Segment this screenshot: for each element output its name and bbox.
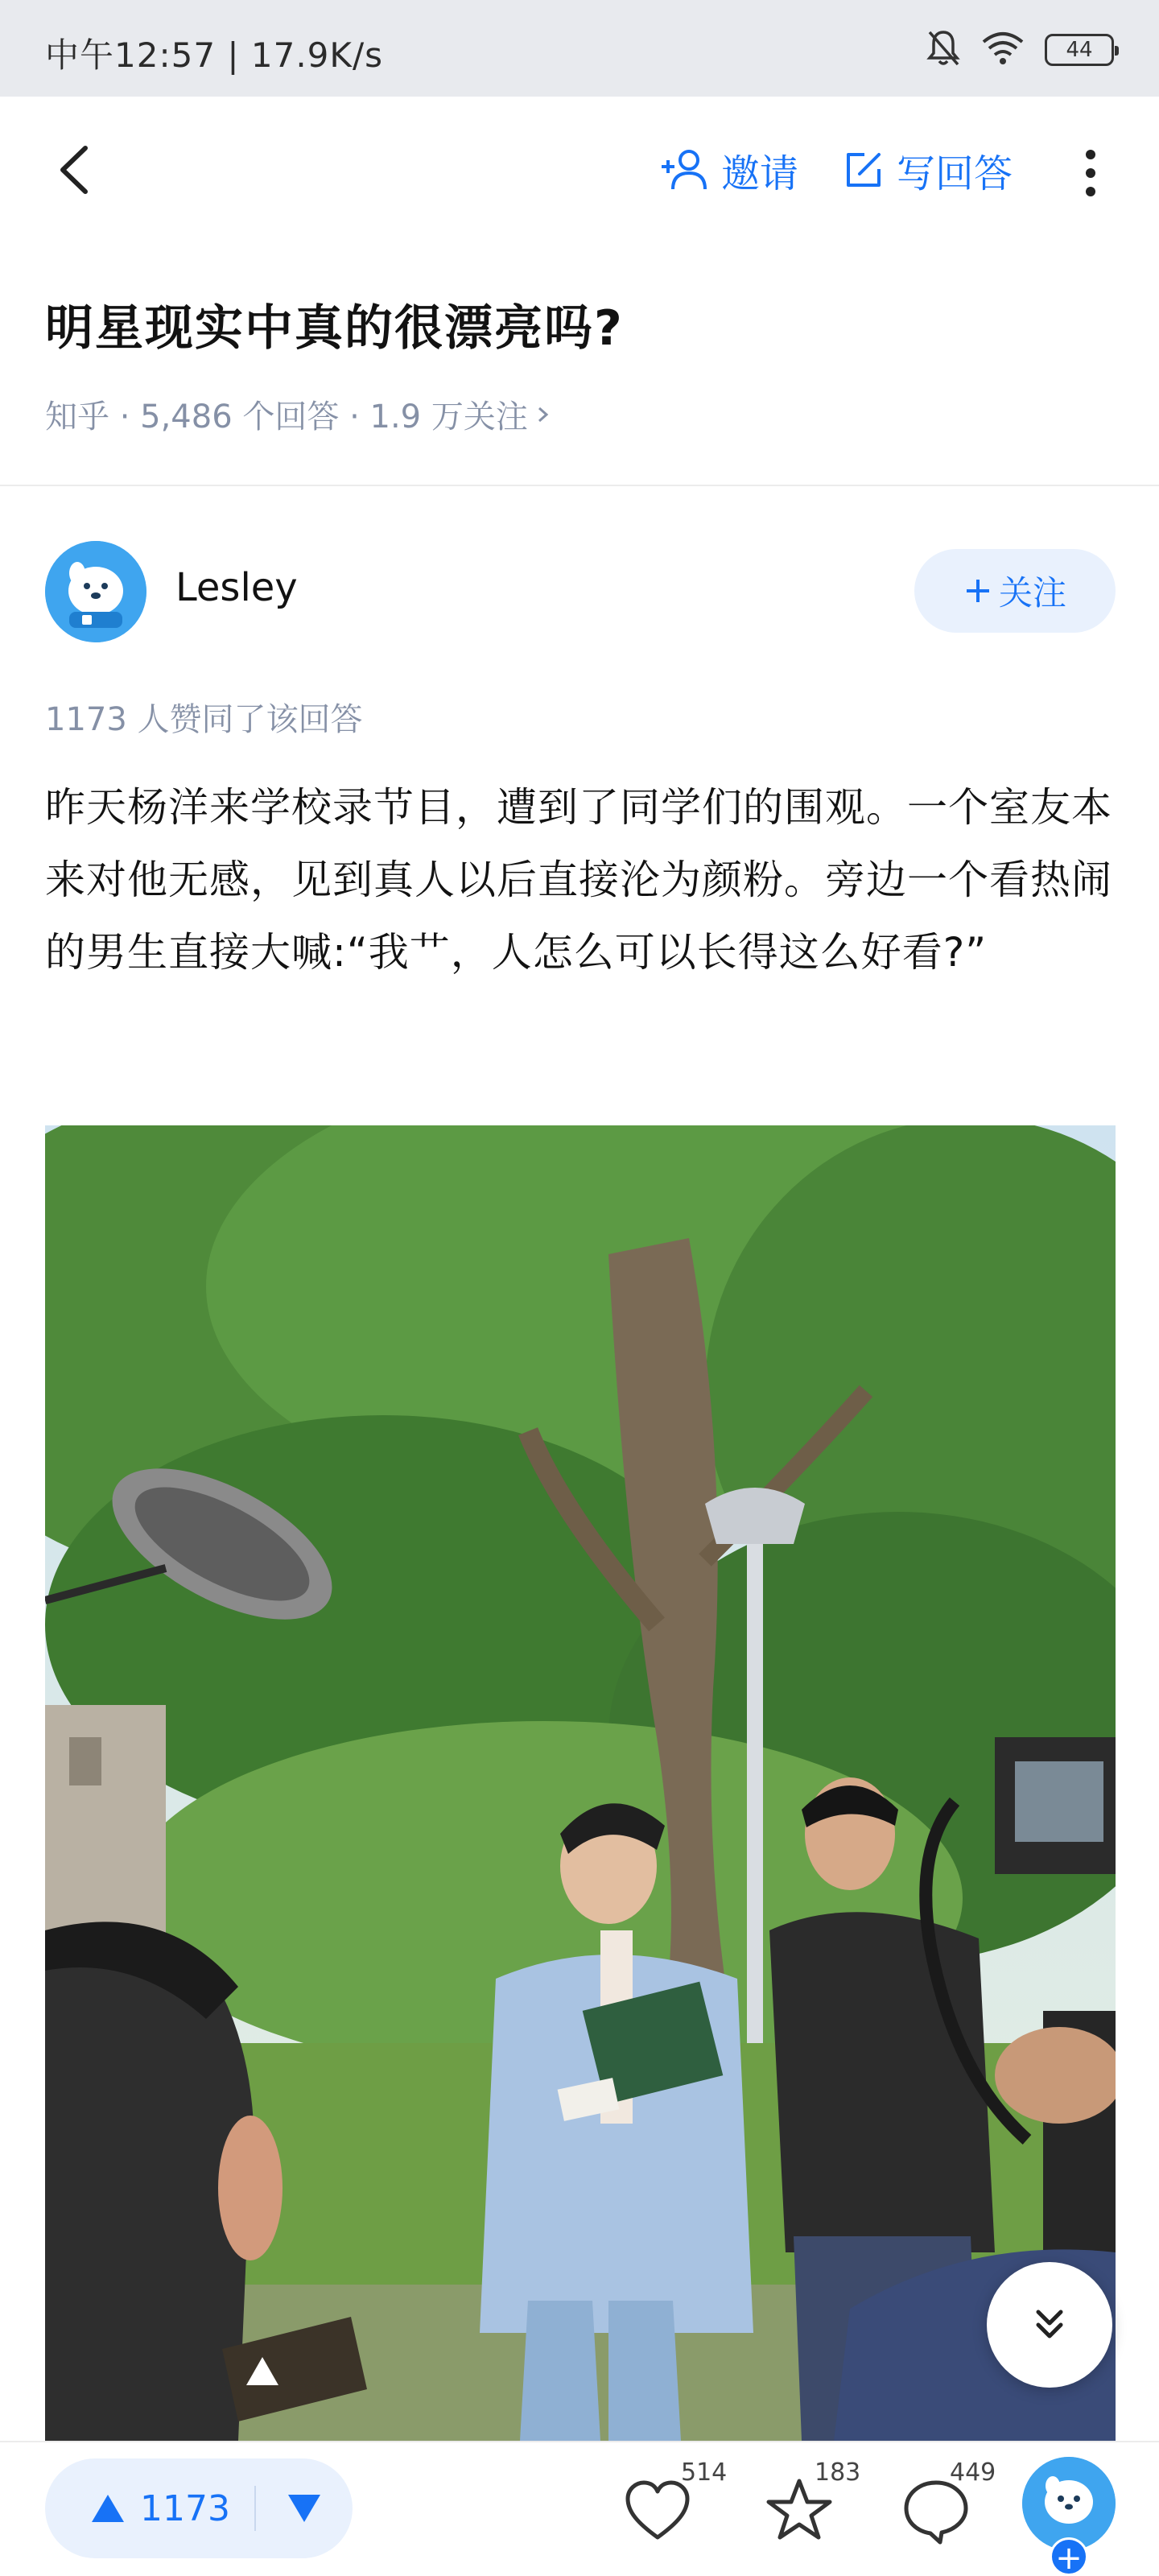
author-name[interactable]: Lesley bbox=[175, 565, 298, 610]
avatar[interactable] bbox=[45, 541, 146, 642]
favorite-count: 183 bbox=[815, 2458, 861, 2487]
downvote-triangle-icon bbox=[287, 2493, 322, 2524]
back-arrow-icon bbox=[48, 142, 105, 198]
bell-muted-icon bbox=[926, 29, 961, 71]
status-bar bbox=[0, 0, 1159, 97]
write-answer-label: 写回答 bbox=[897, 151, 1013, 196]
chevron-right-icon bbox=[534, 402, 552, 427]
divider bbox=[0, 485, 1159, 486]
add-user-icon bbox=[660, 147, 710, 192]
upvote-count: 1173 bbox=[140, 2487, 230, 2529]
bottom-action-bar bbox=[0, 2441, 1159, 2576]
question-meta-text: 知乎 · 5,486 个回答 · 1.9 万关注 bbox=[45, 398, 528, 436]
plus-icon bbox=[963, 576, 992, 605]
follow-label: 关注 bbox=[998, 573, 1066, 613]
upvote-triangle-icon bbox=[90, 2493, 126, 2524]
like-count: 514 bbox=[681, 2458, 728, 2487]
edit-icon bbox=[842, 148, 885, 192]
scroll-down-button[interactable] bbox=[987, 2262, 1112, 2388]
author-row bbox=[45, 541, 1116, 644]
invite-button[interactable] bbox=[660, 142, 798, 198]
battery-icon: 44 bbox=[1045, 34, 1114, 66]
plus-icon[interactable]: + bbox=[1050, 2537, 1088, 2576]
wifi-icon bbox=[980, 31, 1025, 69]
downvote-button[interactable] bbox=[256, 2493, 353, 2524]
follow-button[interactable] bbox=[914, 549, 1116, 633]
back-button[interactable] bbox=[48, 142, 105, 198]
answer-text[interactable]: 昨天杨洋来学校录节目，遭到了同学们的围观。一个室友本来对他无感，见到真人以后直接沦为颜粉。旁边一个看热闹的男生直接大喊:“我艹，人怎么可以长得这么好看?” bbox=[45, 784, 1112, 976]
upvote-button[interactable] bbox=[45, 2488, 254, 2529]
upvote-note: 1173 人赞同了该回答 bbox=[45, 701, 363, 738]
author-avatar-follow[interactable] bbox=[1022, 2457, 1116, 2550]
invite-label: 邀请 bbox=[721, 151, 799, 196]
status-icons bbox=[926, 29, 1114, 71]
question-meta[interactable] bbox=[45, 391, 1116, 437]
double-chevron-down-icon bbox=[1027, 2302, 1072, 2347]
write-answer-button[interactable] bbox=[842, 142, 1013, 198]
status-time: 中午12:57 | 17.9K/s bbox=[45, 35, 383, 75]
vote-pill bbox=[45, 2458, 353, 2558]
comment-count: 449 bbox=[950, 2458, 996, 2487]
answer-photo[interactable] bbox=[45, 1125, 1116, 2441]
answer-photo-image bbox=[45, 1125, 1116, 2441]
question-header bbox=[45, 290, 1116, 437]
more-vertical-icon[interactable] bbox=[1070, 145, 1111, 201]
top-nav bbox=[0, 97, 1159, 242]
question-title[interactable]: 明星现实中真的很漂亮吗? bbox=[45, 300, 624, 357]
